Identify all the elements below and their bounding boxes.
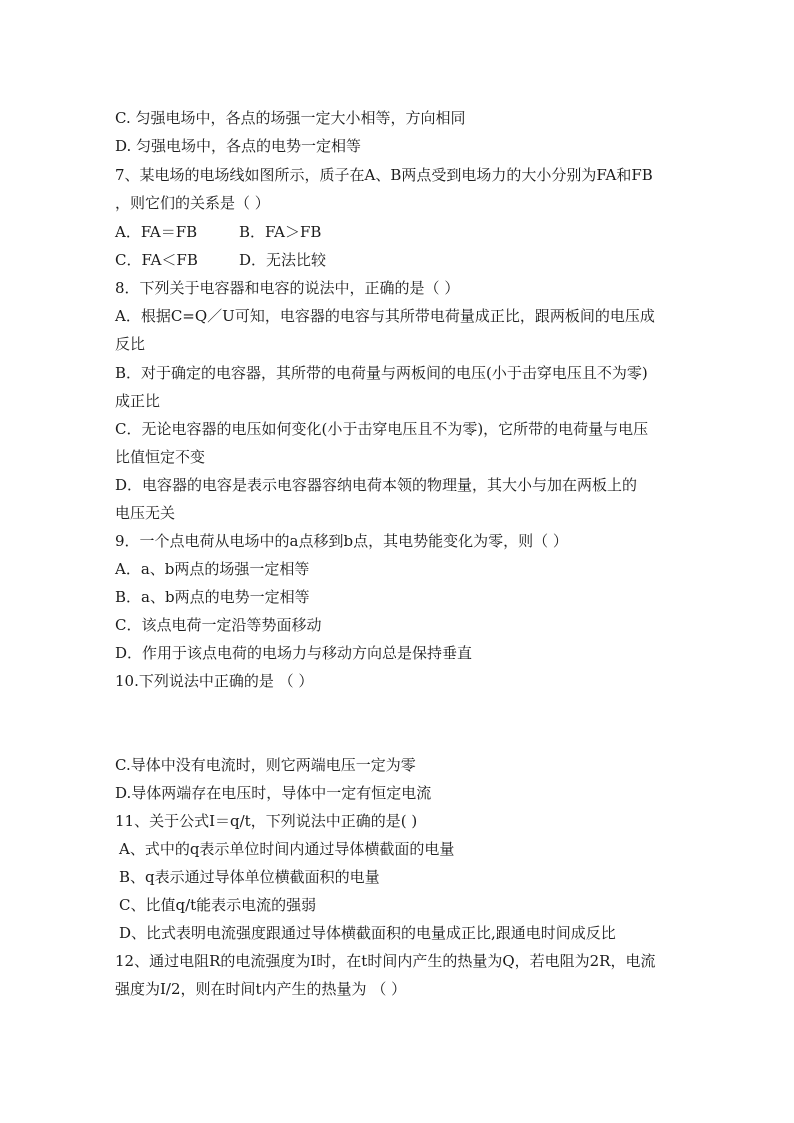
q7-option-d: D．无法比较 xyxy=(239,251,327,269)
q11-option-a: A、式中的q表示单位时间内通过导体横截面的电量 xyxy=(119,840,455,858)
q9-option-c: C．该点电荷一定沿等势面移动 xyxy=(115,616,322,634)
q11-option-d: D、比式表明电流强度跟通过导体横截面积的电量成正比,跟通电时间成反比 xyxy=(119,924,616,942)
q9-option-a: A．a、b两点的场强一定相等 xyxy=(115,560,310,578)
q9-stem: 9．一个点电荷从电场中的a点移到b点，其电势能变化为零，则（ ） xyxy=(115,532,568,550)
q11-option-c: C、比值q/t能表示电流的强弱 xyxy=(119,896,317,914)
q8-option-c-cont: 比值恒定不变 xyxy=(115,448,206,466)
q8-option-d-cont: 电压无关 xyxy=(115,504,176,522)
q11-stem: 11、关于公式I＝q/t，下列说法中正确的是( ) xyxy=(115,812,418,830)
q7-options-row-1 xyxy=(115,222,321,242)
q8-option-d: D．电容器的电容是表示电容器容纳电荷本领的物理量，其大小与加在两板上的 xyxy=(115,476,638,494)
q7-option-b: B．FA＞FB xyxy=(239,223,322,241)
q7-option-c: C．FA＜FB xyxy=(115,251,198,269)
q9-option-d: D．作用于该点电荷的电场力与移动方向总是保持垂直 xyxy=(115,644,473,662)
q8-option-c: C．无论电容器的电压如何变化(小于击穿电压且不为零)，它所带的电荷量与电压 xyxy=(115,420,649,438)
q10-option-d: D.导体两端存在电压时，导体中一定有恒定电流 xyxy=(115,784,432,802)
q7-stem-cont: ，则它们的关系是（ ） xyxy=(115,194,270,212)
q12-stem-cont: 强度为I/2，则在时间t内产生的热量为 （ ） xyxy=(115,980,407,998)
q7-option-a: A．FA＝FB xyxy=(115,223,198,241)
q11-option-b: B、q表示通过导体单位横截面积的电量 xyxy=(119,868,380,886)
q6-option-c: C. 匀强电场中，各点的场强一定大小相等，方向相同 xyxy=(115,109,466,127)
q8-stem: 8．下列关于电容器和电容的说法中，正确的是（ ） xyxy=(115,279,460,297)
q6-option-d: D. 匀强电场中，各点的电势一定相等 xyxy=(115,137,362,155)
q8-option-a: A．根据C=Q／U可知，电容器的电容与其所带电荷量成正比，跟两板间的电压成 xyxy=(115,307,655,325)
q8-option-b: B．对于确定的电容器，其所带的电荷量与两板间的电压(小于击穿电压且不为零) xyxy=(115,364,648,382)
q12-stem: 12、通过电阻R的电流强度为I时，在t时间内产生的热量为Q，若电阻为2R，电流 xyxy=(115,952,656,970)
q10-stem: 10.下列说法中正确的是 （ ） xyxy=(115,672,314,690)
q9-option-b: B．a、b两点的电势一定相等 xyxy=(115,588,310,606)
q7-options-row-2 xyxy=(115,250,326,270)
q10-option-c: C.导体中没有电流时，则它两端电压一定为零 xyxy=(115,756,416,774)
q8-option-a-cont: 反比 xyxy=(115,335,146,353)
q7-stem: 7、某电场的电场线如图所示，质子在A、B两点受到电场力的大小分别为FA和FB xyxy=(115,166,653,184)
q8-option-b-cont: 成正比 xyxy=(115,392,161,410)
